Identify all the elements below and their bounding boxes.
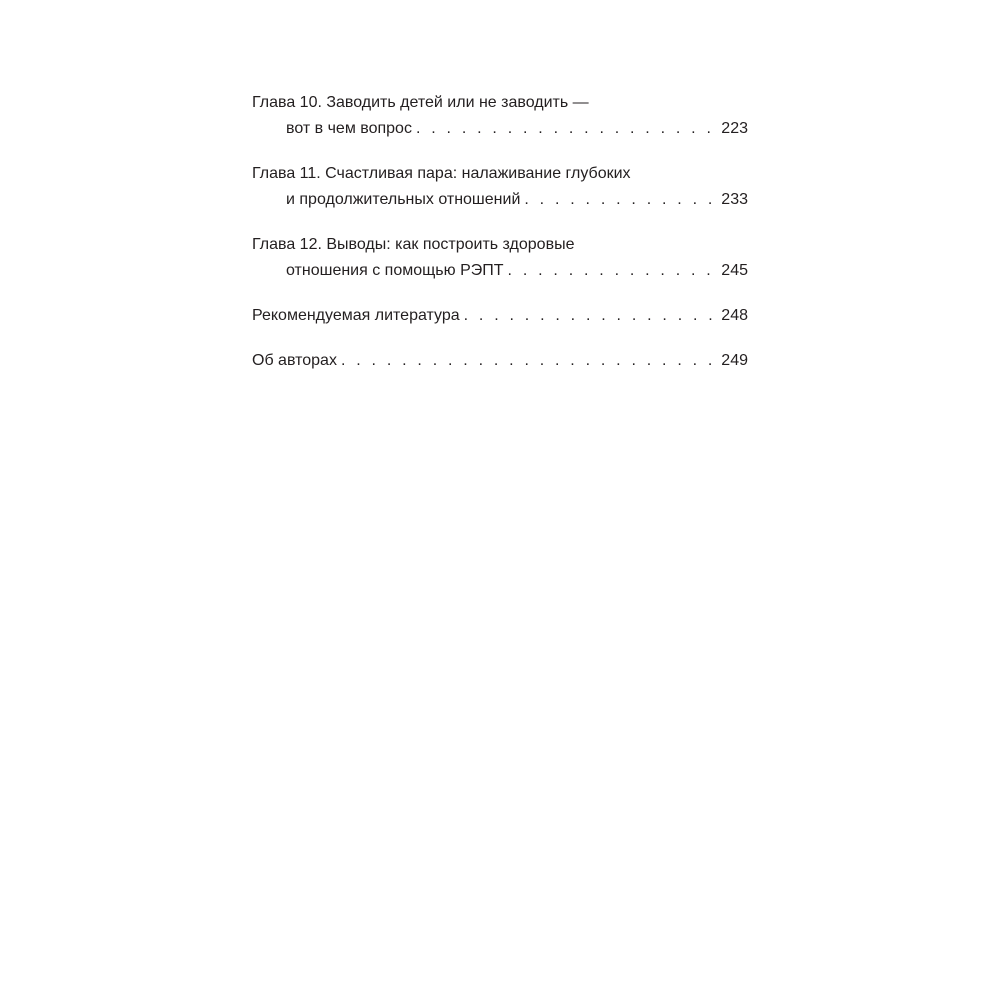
toc-entry-chapter-11[interactable] [252,161,748,213]
toc-entry-title: Глава 12. Выводы: как построить здоровые [252,236,575,253]
toc-entry-title: Глава 10. Заводить детей или не заводить — [252,94,589,111]
toc-page-number: 249 [721,352,748,369]
dot-leader [416,116,719,142]
dot-leader [464,303,720,329]
dot-leader [508,258,720,284]
toc-entry-line [252,303,748,329]
toc-entry-title: Глава 11. Счастливая пара: налаживание глубоких [252,165,631,182]
toc-entry-chapter-10[interactable] [252,90,748,142]
toc-entry-subtitle: и продолжительных отношений [286,191,521,208]
toc-entry-subtitle: отношения с помощью РЭПТ [286,262,504,279]
toc-entry-subtitle: вот в чем вопрос [286,120,412,137]
toc-entry-title-continuation [252,187,748,213]
toc-entry-title-continuation [252,258,748,284]
toc-entry-title-continuation [252,116,748,142]
toc-entry-line [252,348,748,374]
toc-entry-recommended-reading[interactable] [252,303,748,329]
toc-page-number: 223 [721,120,748,137]
table-of-contents [252,90,748,393]
toc-page-number: 245 [721,262,748,279]
toc-page-number: 248 [721,307,748,324]
toc-entry-about-authors[interactable] [252,348,748,374]
toc-entry-title: Рекомендуемая литература [252,307,460,324]
dot-leader [524,187,719,213]
toc-entry-title: Об авторах [252,352,337,369]
dot-leader [341,348,719,374]
toc-entry-chapter-12[interactable] [252,232,748,284]
toc-page-number: 233 [721,191,748,208]
